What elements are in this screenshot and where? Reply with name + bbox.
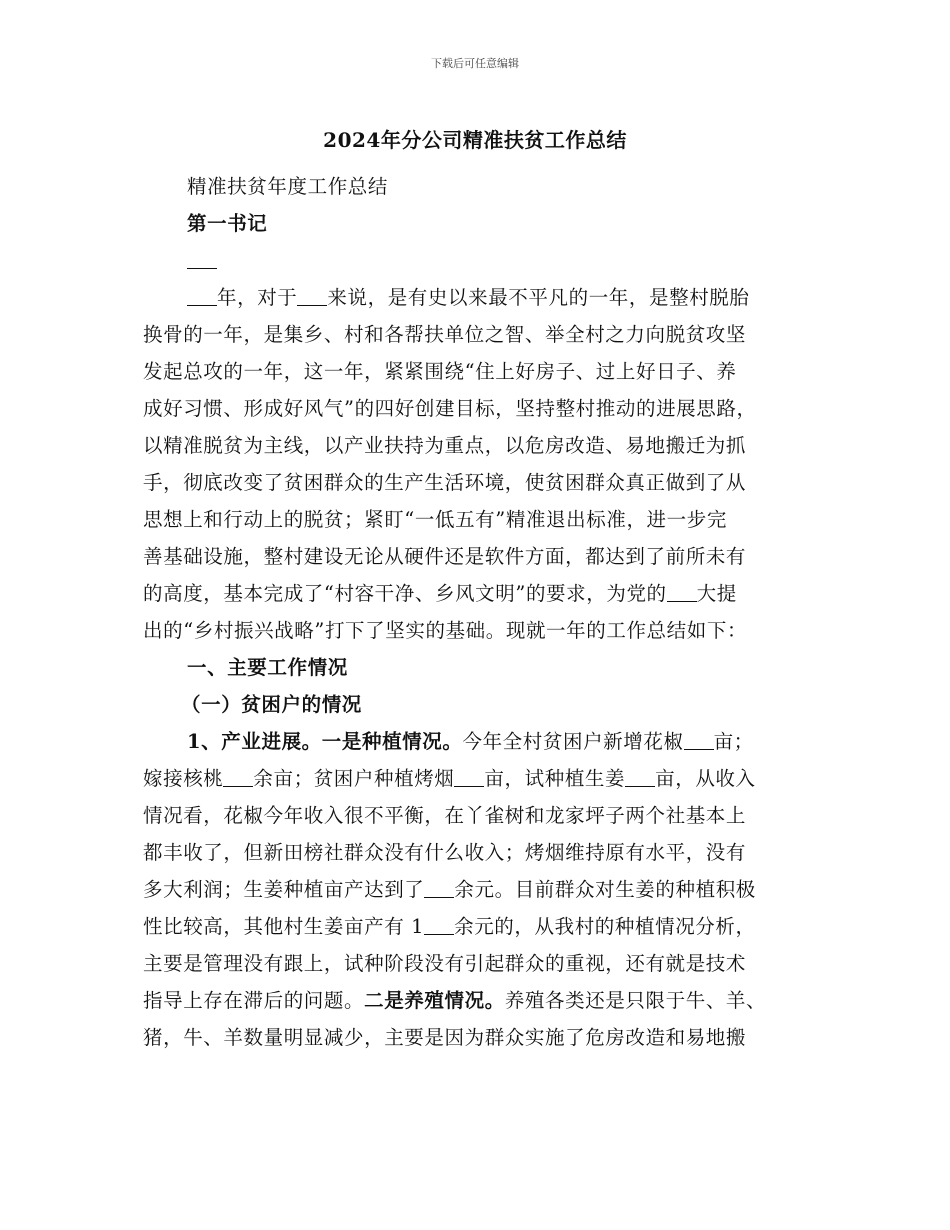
author-line: 第一书记 [187,212,268,235]
header-note: 下载后可任意编辑 [431,57,519,70]
paragraph-line: 手，彻底改变了贫困群众的生产生活环境，使贫困群众真正做到了从 [143,471,747,494]
fill-blank [187,287,217,306]
fill-blank [424,879,454,898]
paragraph-line: 猪，牛、羊数量明显减少，主要是因为群众实施了危房改造和易地搬 [143,1026,747,1049]
paragraph-line: 善基础设施，整村建设无论从硬件还是软件方面，都达到了前所未有 [143,545,747,568]
paragraph-line: 以精准脱贫为主线，以产业扶持为重点，以危房改造、易地搬迁为抓 [143,434,747,457]
paragraph-line: 的高度，基本完成了“村容干净、乡风文明”的要求，为党的 大提 [143,582,737,605]
paragraph-line: 年，对于 来说，是有史以来最不平凡的一年，是整村脱胎 [143,283,855,313]
paragraph-line: 主要是管理没有跟上，试种阶段没有引起群众的重视，还有就是技术 [143,952,747,975]
fill-blank [223,768,253,787]
section-heading: 一、主要工作情况 [187,656,348,679]
document-title: 2024年分公司精准扶贫工作总结 [323,128,627,152]
paragraph-line: 嫁接核桃 余亩；贫困户种植烤烟 亩，试种植生姜 亩，从收入 [143,767,756,790]
blank-line [143,246,855,276]
subsection-heading: （一）贫困户的情况 [181,693,362,716]
paragraph-line: 发起总攻的一年，这一年，紧紧围绕“住上好房子、过上好日子、养 [143,360,737,383]
paragraph-line: 成好习惯、形成好风气”的四好创建目标，坚持整村推动的进展思路， [143,397,757,420]
paragraph-line: 1、产业进展。一是种植情况。今年全村贫困户新增花椒 亩； [187,730,754,753]
paragraph-line: 出的“乡村振兴战略”打下了坚实的基础。现就一年的工作总结如下： [143,619,748,642]
fill-blank [424,916,454,935]
fill-blank [187,250,217,269]
paragraph-line: 多大利润；生姜种植亩产达到了 余元。目前群众对生姜的种植积极 [143,878,756,901]
fill-blank [684,731,714,750]
paragraph-line: 情况看，花椒今年收入很不平衡，在丫雀树和龙家坪子两个社基本上 [143,804,747,827]
paragraph-line: 思想上和行动上的脱贫；紧盯“一低五有”精准退出标准，进一步完 [143,508,727,531]
fill-blank [454,768,484,787]
paragraph-line: 性比较高，其他村生姜亩产有 1 余元的，从我村的种植情况分析， [143,915,756,938]
paragraph-line: 指导上存在滞后的问题。二是养殖情况。养殖各类还是只限于牛、羊、 [143,989,767,1012]
document-subtitle: 精准扶贫年度工作总结 [187,175,389,198]
paragraph-line: 都丰收了，但新田榜社群众没有什么收入；烤烟维持原有水平，没有 [143,841,747,864]
fill-blank [667,583,697,602]
paragraph-line: 换骨的一年，是集乡、村和各帮扶单位之智、举全村之力向脱贫攻坚 [143,323,747,346]
fill-blank [297,287,327,306]
fill-blank [625,768,655,787]
